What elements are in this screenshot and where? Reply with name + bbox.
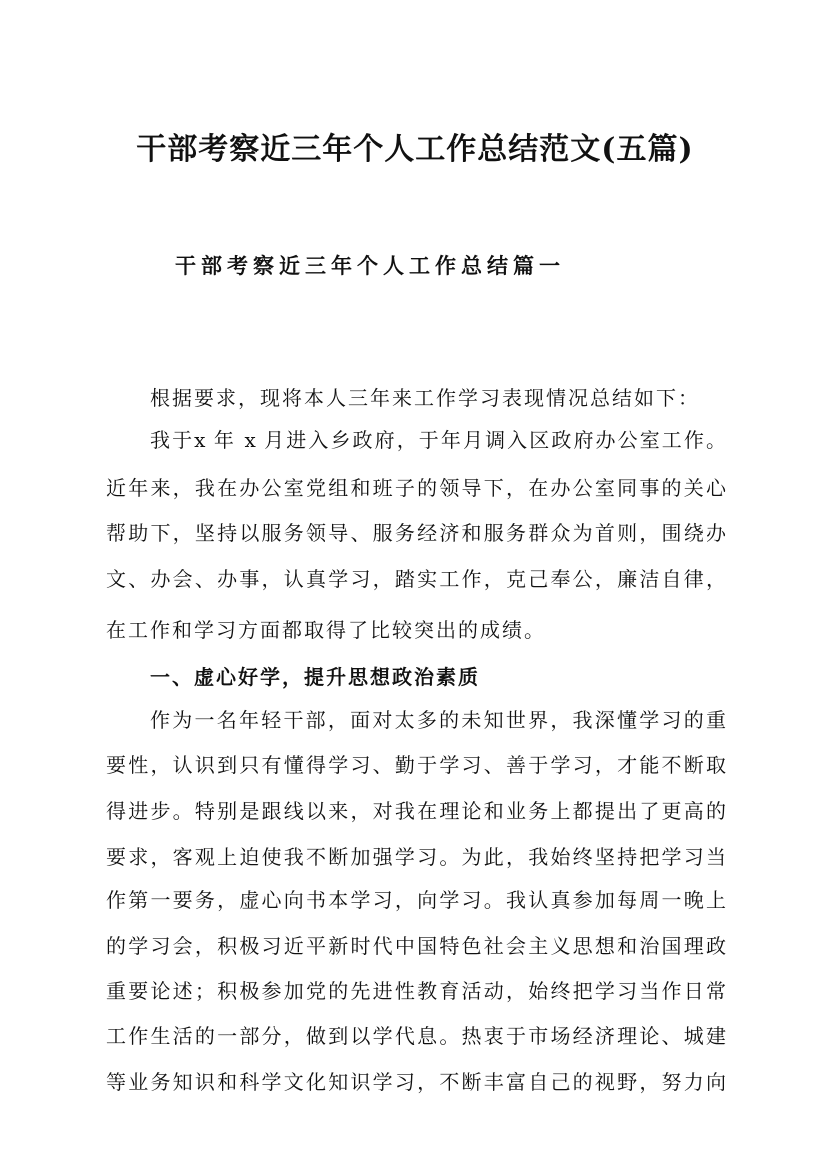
- paragraph-line: 要求，客观上迫使我不断加强学习。为此，我始终坚持把学习当: [106, 845, 726, 869]
- paragraph-line: 作为一名年轻干部，面对太多的未知世界，我深懂学习的重: [150, 708, 726, 732]
- paragraph-line: 重要论述；积极参加党的先进性教育活动，始终把学习当作日常: [106, 979, 726, 1003]
- paragraph-line: 文、办会、办事，认真学习，踏实工作，克己奉公，廉洁自律，: [106, 567, 726, 591]
- paragraph-line: 根据要求，现将本人三年来工作学习表现情况总结如下：: [150, 386, 700, 410]
- paragraph-line: 工作生活的一部分，做到以学代息。热衷于市场经济理论、城建: [106, 1024, 726, 1048]
- document-title: 干部考察近三年个人工作总结范文(五篇): [136, 132, 694, 167]
- paragraph-line: 等业务知识和科学文化知识学习，不断丰富自己的视野，努力向: [106, 1070, 726, 1094]
- paragraph-line: 帮助下，坚持以服务领导、服务经济和服务群众为首则，围绕办: [106, 521, 726, 545]
- paragraph-line: 的学习会，积极习近平新时代中国特色社会主义思想和治国理政: [106, 934, 726, 958]
- section-heading: 一、虚心好学，提升思想政治素质: [150, 665, 480, 689]
- paragraph-line: 我于x 年 x 月进入乡政府，于年月调入区政府办公室工作。: [150, 428, 726, 452]
- paragraph-line: 要性，认识到只有懂得学习、勤于学习、善于学习，才能不断取: [106, 753, 726, 777]
- section-subtitle: 干部考察近三年个人工作总结篇一: [175, 253, 565, 278]
- paragraph-line: 作第一要务，虚心向书本学习，向学习。我认真参加每周一晚上: [106, 888, 726, 912]
- paragraph-line: 近年来，我在办公室党组和班子的领导下，在办公室同事的关心: [106, 476, 726, 500]
- paragraph-line: 得进步。特别是跟线以来，对我在理论和业务上都提出了更高的: [106, 799, 726, 823]
- paragraph-line: 在工作和学习方面都取得了比较突出的成绩。: [106, 618, 546, 642]
